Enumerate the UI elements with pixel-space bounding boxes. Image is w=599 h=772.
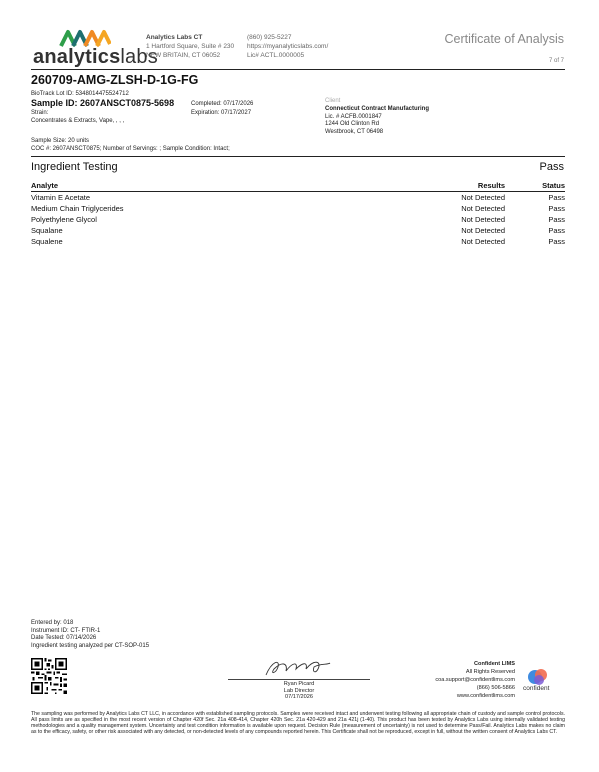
header-divider xyxy=(31,69,565,70)
expiration-date: Expiration: 07/17/2027 xyxy=(191,110,252,116)
sample-code: 260709-AMG-ZLSH-D-1G-FG xyxy=(31,73,199,87)
signer-name: Ryan Picard xyxy=(283,681,315,687)
lab-phone: (860) 925-5227 xyxy=(247,34,292,41)
page-number: 7 of 7 xyxy=(548,58,564,64)
status-cell: Pass xyxy=(548,215,565,224)
confident-wordmark: confident xyxy=(523,685,550,692)
result-cell: Not Detected xyxy=(461,226,505,235)
confident-logo-icon xyxy=(525,667,551,687)
signature-line xyxy=(228,679,370,680)
lims-block xyxy=(435,660,515,700)
client-name: Connecticut Contract Manufacturing xyxy=(325,106,430,112)
lab-name: Analytics Labs CT xyxy=(146,34,203,41)
analyte-cell: Squalane xyxy=(31,226,63,235)
client-license: Lic. # ACFB.0001847 xyxy=(325,113,382,120)
strain-label: Strain: xyxy=(31,110,49,116)
coc-info: COC #: 2607ANSCT0875; Number of Servings: ; Sample Condition: Intact; xyxy=(31,146,230,152)
sample-divider xyxy=(31,156,565,157)
sign-date: 07/17/2026 xyxy=(285,694,313,701)
sop-reference: Ingredient testing analyzed per CT-SOP-015 xyxy=(31,643,150,650)
client-label: Client xyxy=(325,98,341,104)
qr-code-icon[interactable] xyxy=(31,658,67,694)
table-row xyxy=(31,225,565,236)
results-table xyxy=(31,181,565,247)
document-title: Certificate of Analysis xyxy=(444,32,564,46)
table-row xyxy=(31,192,565,204)
section-title: Ingredient Testing xyxy=(31,161,118,173)
result-cell: Not Detected xyxy=(461,215,505,224)
client-block xyxy=(325,106,429,136)
analyte-cell: Squalene xyxy=(31,237,63,246)
test-info-block xyxy=(31,620,149,651)
lab-contact-block xyxy=(247,33,328,60)
sample-id: Sample ID: 2607ANSCT0875-5698 xyxy=(31,98,175,108)
lab-license: Lic# ACTL.0000005 xyxy=(247,52,305,59)
analyte-cell: Vitamin E Acetate xyxy=(31,193,91,202)
column-header-status: Status xyxy=(505,181,565,192)
lab-address-line1: 1 Hartford Square, Suite # 230 xyxy=(146,43,235,50)
analytics-labs-logo-icon xyxy=(59,28,111,48)
lab-address-line2: NEW BRITAIN, CT 06052 xyxy=(146,52,221,59)
analyte-cell: Medium Chain Triglycerides xyxy=(31,204,124,213)
lims-rights: All Rights Reserved xyxy=(465,669,515,675)
signature-icon xyxy=(262,657,334,681)
lims-website[interactable]: www.confidentlims.com xyxy=(456,693,515,699)
analyte-cell: Polyethylene Glycol xyxy=(31,215,97,224)
lab-address-block xyxy=(146,33,234,60)
table-header-row xyxy=(31,181,565,192)
status-cell: Pass xyxy=(548,226,565,235)
signer-block xyxy=(228,681,370,701)
disclaimer-text: The sampling was performed by Analytics Labs CT LLC, in accordance with established sampling protocols. Samples were received intact and underwent testing following all appropriate chain of custody and sample control protocols. All pass limits are as specified in the most recent version of Chapter 420f Sec. 21a 408-414, Chapter 420h Sec. 21a 420-429 and 21a 421j (1-40). This product has been tested by Analytics Labs using internally validated testing methodologies and a quality management system. Uncertainty and test condition information is available upon request. Decision Rule (measurement of uncertainty) is not used to determine Pass/Fail. Analytics Labs makes no claim as to the efficacy, safety, or other risk associated with any detected, or non-detected levels of any compounds reported herein. This Certificate shall not be reproduced, except in full, without the written consent of Analytics Labs CT. xyxy=(31,711,565,735)
section-overall-status: Pass xyxy=(539,161,564,173)
sample-category: Concentrates & Extracts, Vape, , , , xyxy=(31,118,125,124)
status-cell: Pass xyxy=(548,193,565,202)
status-cell: Pass xyxy=(548,204,565,213)
lims-phone: (866) 506-5866 xyxy=(476,685,515,691)
biotrack-lot-id: BioTrack Lot ID: 5348014475524712 xyxy=(31,91,129,97)
instrument-id: Instrument ID: CT- FTIR-1 xyxy=(31,627,101,634)
entered-by: Entered by: 018 xyxy=(31,620,74,626)
lims-email[interactable]: coa.support@confidentlims.com xyxy=(435,677,515,683)
table-row xyxy=(31,236,565,247)
client-city: Westbrook, CT 06498 xyxy=(325,128,384,135)
signer-title: Lab Director xyxy=(283,687,315,694)
lims-name: Confident LIMS xyxy=(473,661,515,667)
sample-size: Sample Size: 20 units xyxy=(31,138,90,144)
logo-wordmark: analyticslabs xyxy=(33,46,158,68)
date-tested: Date Tested: 07/14/2026 xyxy=(31,635,97,642)
column-header-results: Results xyxy=(415,181,505,192)
column-header-analyte: Analyte xyxy=(31,181,415,192)
result-cell: Not Detected xyxy=(461,193,505,202)
client-street: 1244 Old Clinton Rd xyxy=(325,121,380,127)
table-row xyxy=(31,214,565,225)
status-cell: Pass xyxy=(548,237,565,246)
lab-website[interactable]: https://myanalyticslabs.com/ xyxy=(247,43,329,50)
result-cell: Not Detected xyxy=(461,204,505,213)
completed-date: Completed: 07/17/2026 xyxy=(191,101,254,107)
result-cell: Not Detected xyxy=(461,237,505,246)
table-row xyxy=(31,203,565,214)
